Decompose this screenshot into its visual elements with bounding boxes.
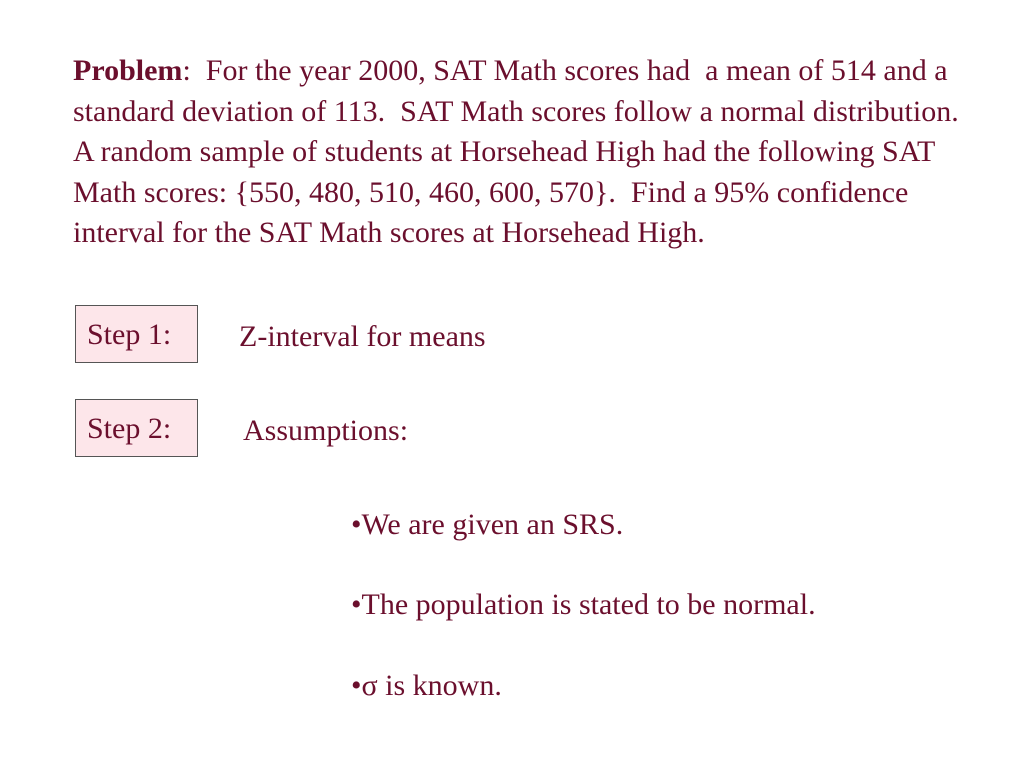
problem-text: : For the year 2000, SAT Math scores had a mean of 514 and a standard deviation of 113. SAT Math scores follow a normal distribution. A random sample of students at Horsehead High had the following SAT Math scores: {550, 480, 510, 460, 600, 570}. Find a 95% confidence interval for the SAT Math scores at Horsehead High. — [73, 54, 973, 249]
problem-statement — [73, 51, 973, 254]
problem-label: Problem — [73, 54, 183, 87]
step-1-description: Z-interval for means — [239, 320, 486, 353]
step-1-label: Step 1: — [87, 318, 172, 351]
step-2-description: Assumptions: — [243, 414, 409, 447]
step-2-box — [75, 399, 198, 457]
step-2-label: Step 2: — [87, 412, 172, 445]
assumption-normal: •The population is stated to be normal. — [351, 588, 816, 621]
step-1-box — [75, 305, 198, 363]
assumption-sigma-known: •σ is known. — [351, 669, 502, 702]
assumption-srs: •We are given an SRS. — [351, 508, 624, 541]
